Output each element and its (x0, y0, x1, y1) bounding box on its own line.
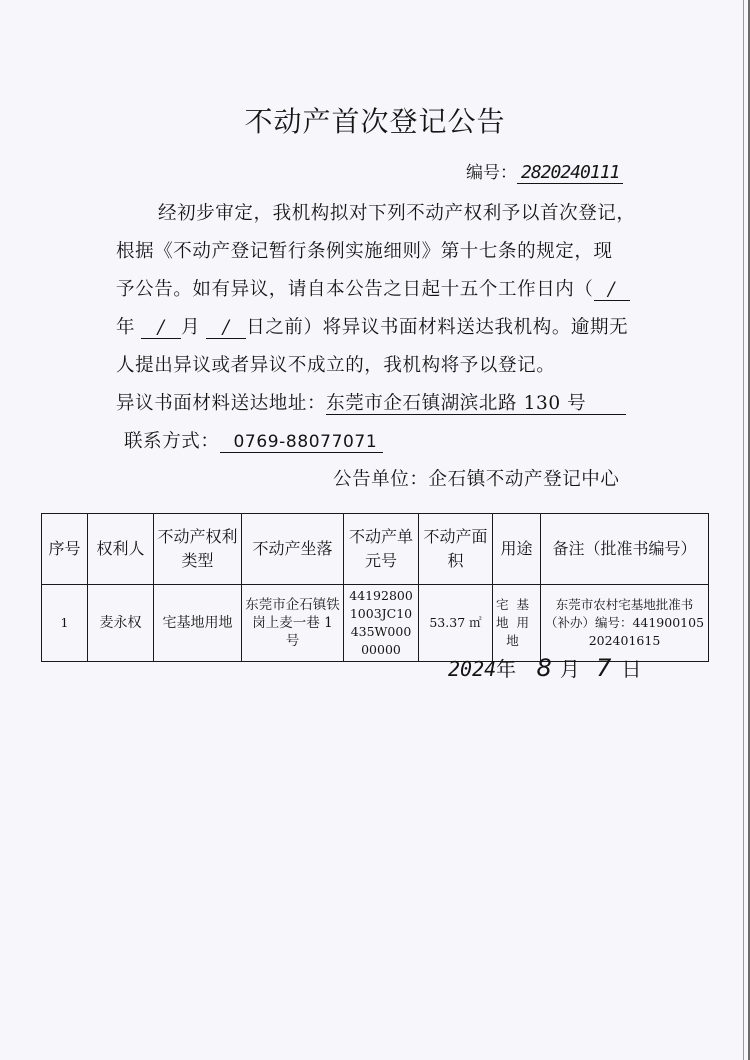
serial-number (466, 158, 623, 183)
cell-usage: 宅基地用地 (493, 585, 541, 662)
table-header-row (42, 514, 709, 585)
blank-month: / (141, 317, 181, 339)
cell-remark: 东莞市农村宅基地批准书（补办）编号：441900105202401615 (541, 585, 709, 662)
cell-unit-no: 441928001003JC10435W00000000 (344, 585, 419, 662)
date-day: 7 (596, 654, 612, 682)
header-remark: 备注（批准书编号） (541, 514, 709, 585)
serial-value: 2820240111 (517, 162, 623, 184)
header-area: 不动产面积 (419, 514, 493, 585)
body-line-4-text: 日之前）将异议书面材料送达我机构。逾期无 (246, 317, 629, 338)
cell-seq: 1 (42, 585, 88, 662)
date-month-unit: 月 (559, 657, 580, 681)
contact-label: 联系方式： (124, 431, 220, 452)
address-value: 东莞市企石镇湖滨北路 130 号 (326, 393, 626, 415)
address-label: 异议书面材料送达地址： (116, 393, 327, 414)
body-line-1: 经初步审定，我机构拟对下列不动产权利予以首次登记， (158, 203, 636, 224)
header-location: 不动产坐落 (242, 514, 344, 585)
date-year: 2024 (448, 657, 497, 681)
body-line-5: 人提出异议或者异议不成立的，我机构将予以登记。 (116, 355, 556, 376)
contact-line (124, 427, 383, 453)
blank-day: / (206, 317, 246, 339)
body-line-2: 根据《不动产登记暂行条例实施细则》第十七条的规定，现 (116, 241, 613, 262)
date-month: 8 (536, 654, 552, 682)
body-line-3-text: 予公告。如有异议，请自本公告之日起十五个工作日内（ (116, 279, 594, 300)
year-unit: 年 (116, 317, 136, 338)
cell-location: 东莞市企石镇铁岗上麦一巷 1 号 (242, 585, 344, 662)
table-row (42, 585, 709, 662)
header-usage: 用途 (493, 514, 541, 585)
month-unit: 月 (181, 317, 201, 338)
address-line (116, 389, 626, 415)
contact-value: 0769-88077071 (220, 432, 384, 453)
cell-area: 53.37 ㎡ (419, 585, 493, 662)
announcer: 公告单位：企石镇不动产登记中心 (333, 469, 620, 490)
blank-year: / (594, 279, 630, 301)
scan-edge (743, 0, 744, 1060)
body-line-4 (116, 313, 628, 339)
header-right-type: 不动产权利类型 (154, 514, 242, 585)
date-year-unit: 年 (496, 657, 517, 681)
body-line-3 (116, 275, 630, 301)
cell-right-type: 宅基地用地 (154, 585, 242, 662)
page-title: 不动产首次登记公告 (244, 105, 506, 138)
serial-label: 编号： (466, 163, 517, 183)
header-holder: 权利人 (88, 514, 154, 585)
header-unit-no: 不动产单元号 (344, 514, 419, 585)
header-seq: 序号 (42, 514, 88, 585)
announcement-date (448, 653, 641, 682)
cell-holder: 麦永权 (88, 585, 154, 662)
registration-table (41, 513, 709, 662)
date-day-unit: 日 (621, 657, 642, 681)
